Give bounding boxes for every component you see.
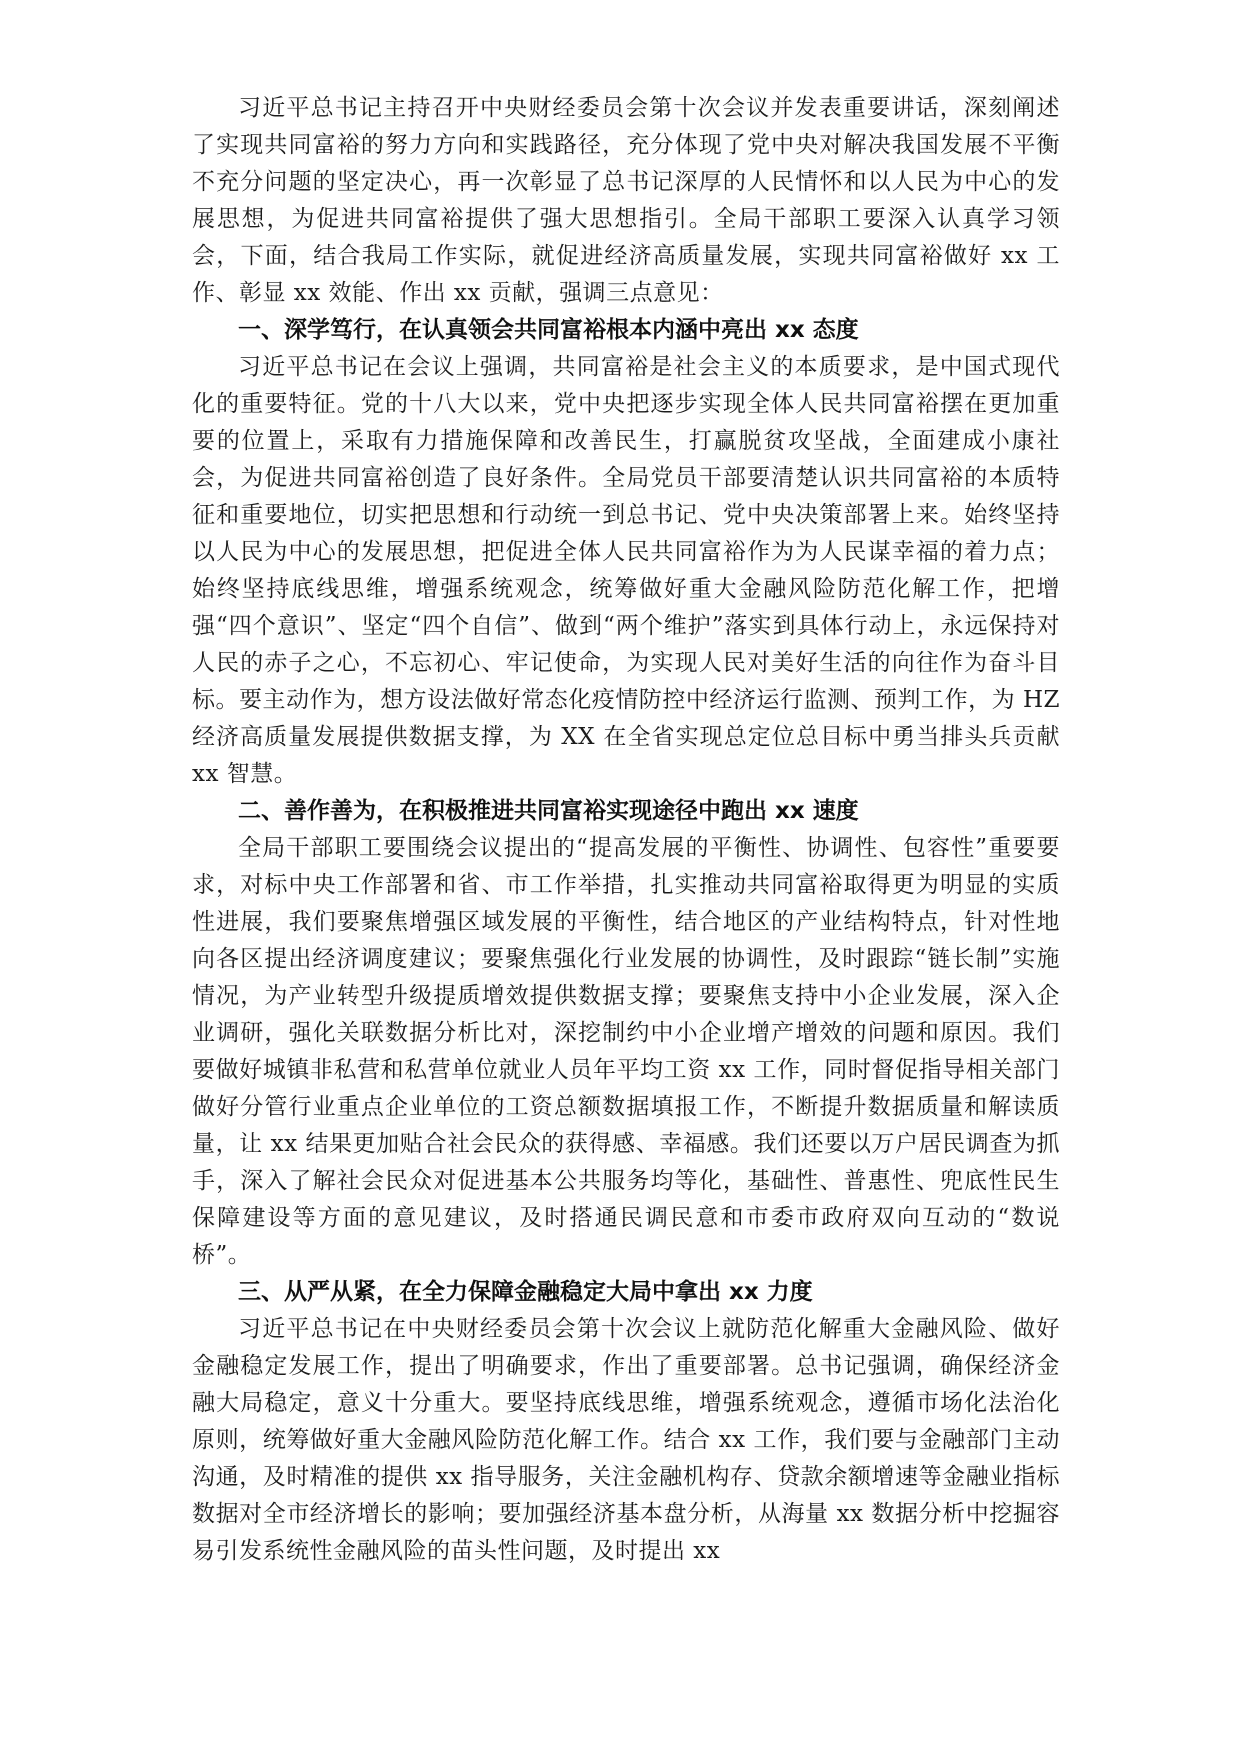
section-body-2: 全局干部职工要围绕会议提出的“提高发展的平衡性、协调性、包容性”重要要求，对标中央工作部署和省、市工作举措，扎实推动共同富裕取得更为明显的实质性进展，我们要聚焦增强区域发展的平衡性，结合地区的产业结构特点，针对性地向各区提出经济调度建议；要聚焦强化行业发展的协调性，及时跟踪“链长制”实施情况，为产业转型升级提质增效提供数据支撑；要聚焦支持中小企业发展，深入企业调研，强化关联数据分析比对，深挖制约中小企业增产增效的问题和原因。我们要做好城镇非私营和私营单位就业人员年平均工资 xx 工作，同时督促指导相关部门做好分管行业重点企业单位的工资总额数据填报工作，不断提升数据质量和解读质量，让 xx 结果更加贴合社会民众的获得感、幸福感。我们还要以万户居民调查为抓手，深入了解社会民众对促进基本公共服务均等化，基础性、普惠性、兜底性民生保障建设等方面的意见建议，及时搭通民调民意和市委市政府双向互动的“数说桥”。 bbox=[192, 835, 1060, 1268]
section-body-3: 习近平总书记在中央财经委员会第十次会议上就防范化解重大金融风险、做好金融稳定发展工作，提出了明确要求，作出了重要部署。总书记强调，确保经济金融大局稳定，意义十分重大。要坚持底线思维，增强系统观念，遵循市场化法治化原则，统筹做好重大金融风险防范化解工作。结合 xx 工作，我们要与金融部门主动沟通，及时精准的提供 xx 指导服务，关注金融机构存、贷款余额增速等金融业指标数据对全市经济增长的影响；要加强经济基本盘分析，从海量 xx 数据分析中挖掘容易引发系统性金融风险的苗头性问题，及时提出 xx bbox=[192, 1316, 1060, 1564]
intro-paragraph: 习近平总书记主持召开中央财经委员会第十次会议并发表重要讲话，深刻阐述了实现共同富裕的努力方向和实践路径，充分体现了党中央对解决我国发展不平衡不充分问题的坚定决心，再一次彰显了总书记深厚的人民情怀和以人民为中心的发展思想，为促进共同富裕提供了强大思想指引。全局干部职工要深入认真学习领会，下面，结合我局工作实际，就促进经济高质量发展，实现共同富裕做好 xx 工作、彰显 xx 效能、作出 xx 贡献，强调三点意见： bbox=[192, 95, 1060, 306]
section-heading-3: 三、从严从紧，在全力保障金融稳定大局中拿出 xx 力度 bbox=[238, 1279, 813, 1305]
section-heading-2: 二、善作善为，在积极推进共同富裕实现途径中跑出 xx 速度 bbox=[238, 798, 859, 824]
section-heading-1: 一、深学笃行，在认真领会共同富裕根本内涵中亮出 xx 态度 bbox=[238, 317, 859, 343]
section-body-1: 习近平总书记在会议上强调，共同富裕是社会主义的本质要求，是中国式现代化的重要特征。党的十八大以来，党中央把逐步实现全体人民共同富裕摆在更加重要的位置上，采取有力措施保障和改善民生，打赢脱贫攻坚战，全面建成小康社会，为促进共同富裕创造了良好条件。全局党员干部要清楚认识共同富裕的本质特征和重要地位，切实把思想和行动统一到总书记、党中央决策部署上来。始终坚持以人民为中心的发展思想，把促进全体人民共同富裕作为为人民谋幸福的着力点；始终坚持底线思维，增强系统观念，统筹做好重大金融风险防范化解工作，把增强“四个意识”、坚定“四个自信”、做到“两个维护”落实到具体行动上，永远保持对人民的赤子之心，不忘初心、牢记使命，为实现人民对美好生活的向往作为奋斗目标。要主动作为，想方设法做好常态化疫情防控中经济运行监测、预判工作，为 HZ 经济高质量发展提供数据支撑，为 XX 在全省实现总定位总目标中勇当排头兵贡献 xx 智慧。 bbox=[192, 354, 1060, 787]
document-page bbox=[192, 90, 1060, 1570]
